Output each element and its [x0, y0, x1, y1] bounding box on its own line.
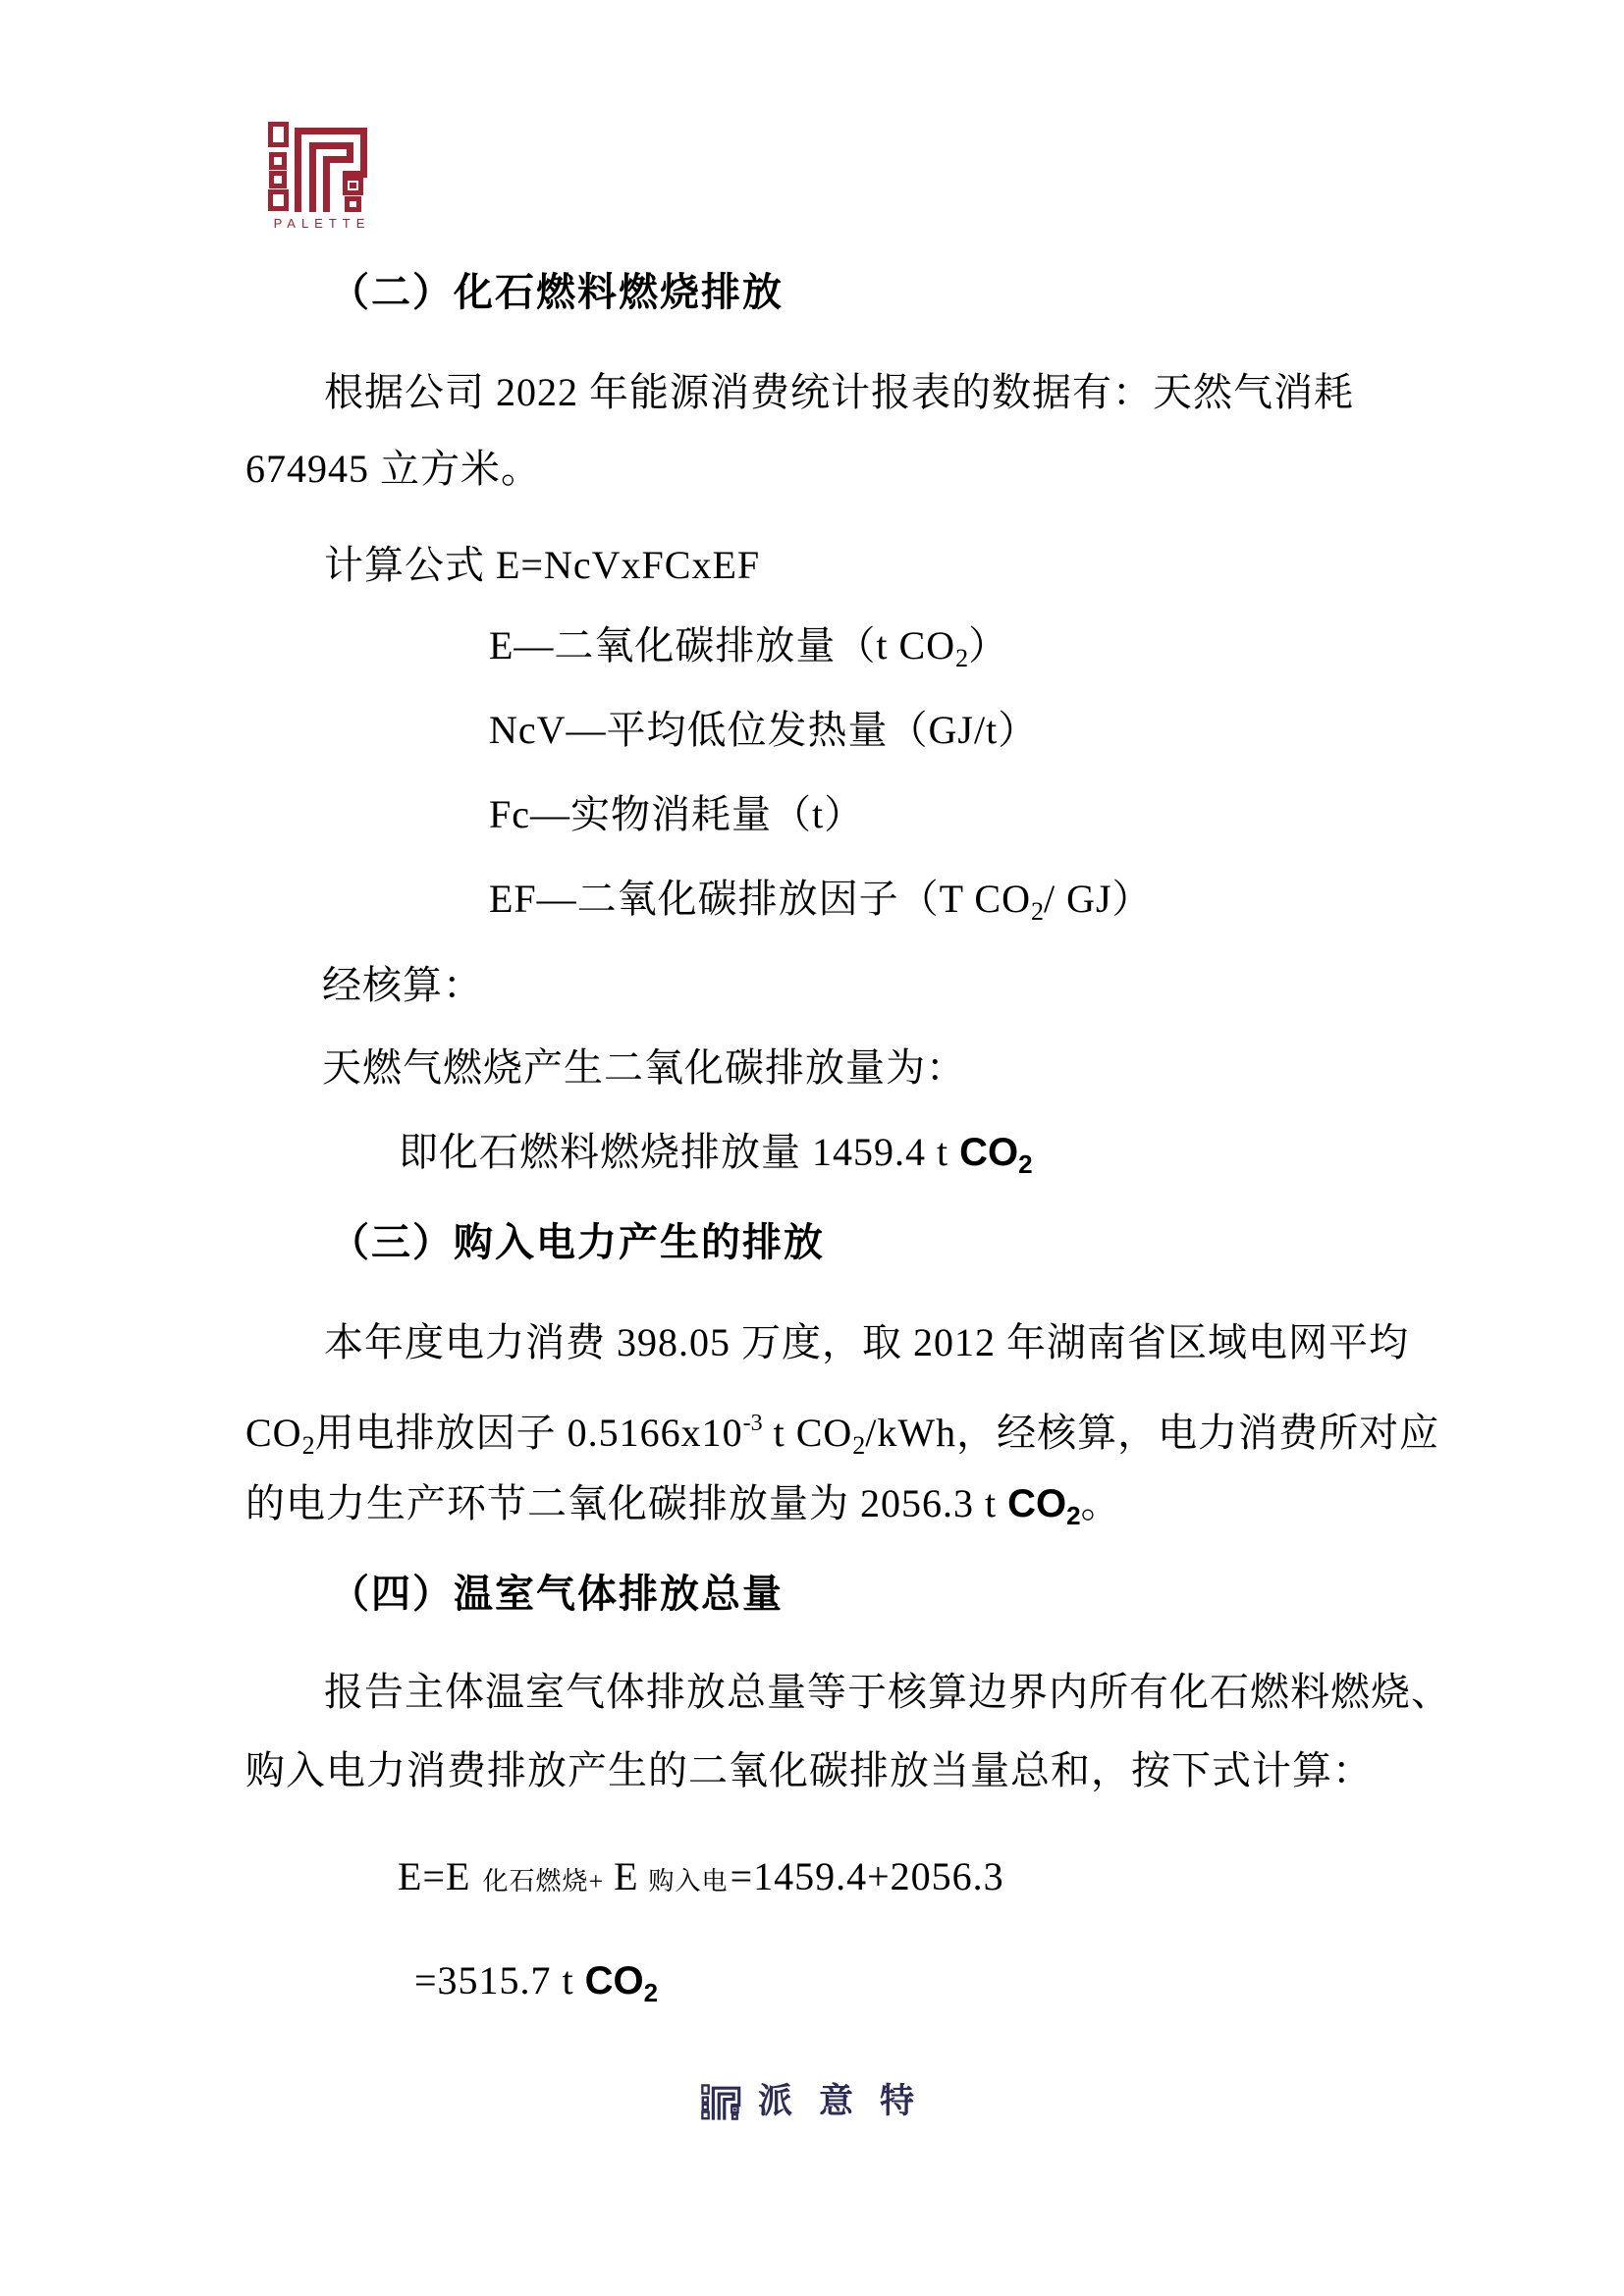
paragraph-text: 。 — [1080, 1481, 1121, 1525]
palette-logo-icon — [267, 122, 377, 212]
section-heading-total-ghg: （四）温室气体排放总量 — [330, 1573, 784, 1616]
paragraph-line: 根据公司 2022 年能源消费统计报表的数据有：天然气消耗 — [324, 370, 1354, 414]
equation-text: =3515.7 t — [414, 1958, 585, 2002]
paragraph-line: 674945 立方米。 — [245, 447, 541, 491]
formula-intro-line: 计算公式 E=NcVxFCxEF — [324, 543, 761, 587]
subscript: 2 — [1018, 1149, 1033, 1179]
fossil-total-line — [399, 1127, 1033, 1190]
palette-logo — [267, 122, 385, 231]
paragraph-text: /kWh，经核算，电力消费所对应 — [865, 1411, 1440, 1455]
section-heading-purchased-electricity: （三）购入电力产生的排放 — [330, 1221, 825, 1264]
paragraph-line: 报告主体温室气体排放总量等于核算边界内所有化石燃料燃烧、 — [324, 1670, 1451, 1714]
definition-text: ） — [968, 623, 1009, 667]
result-text: 即化石燃料燃烧排放量 1459.4 t — [399, 1130, 960, 1174]
definition-text: EF—二氧化碳排放因子（T CO — [489, 877, 1031, 921]
subscript: 2 — [1030, 897, 1044, 926]
equation-sum-line — [398, 1851, 1004, 1907]
paragraph-text: t CO — [762, 1411, 853, 1455]
definition-line-e — [489, 620, 1008, 684]
definition-line-ef — [489, 874, 1153, 937]
section-heading-fossil-fuel: （二）化石燃料燃烧排放 — [330, 271, 784, 314]
subscript: 2 — [301, 1431, 315, 1460]
equation-text: E — [614, 1854, 639, 1898]
co2-unit: CO — [1007, 1482, 1067, 1525]
definition-text: / GJ） — [1043, 877, 1153, 921]
equation-text: =1459.4+2056.3 — [730, 1854, 1004, 1898]
paragraph-line-factor — [245, 1398, 1439, 1471]
definition-line-fc: Fc—实物消耗量（t） — [489, 792, 865, 836]
footer-wordmark: 派意特 — [758, 2082, 942, 2120]
superscript: -3 — [742, 1411, 763, 1436]
palette-logo-wordmark: PALETTE — [273, 216, 371, 231]
paragraph-text: 用电排放因子 0.5166x10 — [314, 1411, 743, 1455]
subscript: 2 — [955, 644, 969, 672]
definition-text: E—二氧化碳排放量（t CO — [489, 623, 956, 667]
equation-total-line — [414, 1955, 658, 2018]
subscript: 2 — [1066, 1501, 1081, 1530]
subscript: 2 — [643, 1978, 659, 2007]
footer-logo-icon — [701, 2084, 744, 2120]
paragraph-line: 本年度电力消费 398.05 万度，取 2012 年湖南省区域电网平均 — [324, 1320, 1409, 1364]
equation-subscript-electricity: 购入电 — [648, 1867, 729, 1896]
co2-unit: CO — [584, 1959, 644, 2002]
subscript: 2 — [852, 1431, 866, 1460]
paragraph-line: 购入电力消费排放产生的二氧化碳排放当量总和，按下式计算： — [245, 1748, 1373, 1792]
co2-unit: CO — [245, 1411, 302, 1455]
paragraph-line: 天燃气燃烧产生二氧化碳排放量为： — [322, 1045, 966, 1090]
paragraph-text: 的电力生产环节二氧化碳排放量为 2056.3 t — [245, 1481, 1008, 1525]
co2-unit: CO — [959, 1131, 1019, 1174]
equation-subscript-fossil: 化石燃烧+ — [482, 1867, 605, 1896]
paragraph-line: 经核算： — [322, 963, 483, 1007]
equation-text: E=E — [398, 1854, 471, 1898]
footer-brand — [701, 2081, 941, 2122]
definition-line-ncv: NcV—平均低位发热量（GJ/t） — [489, 708, 1039, 752]
paragraph-line-electricity-result — [245, 1478, 1121, 1541]
